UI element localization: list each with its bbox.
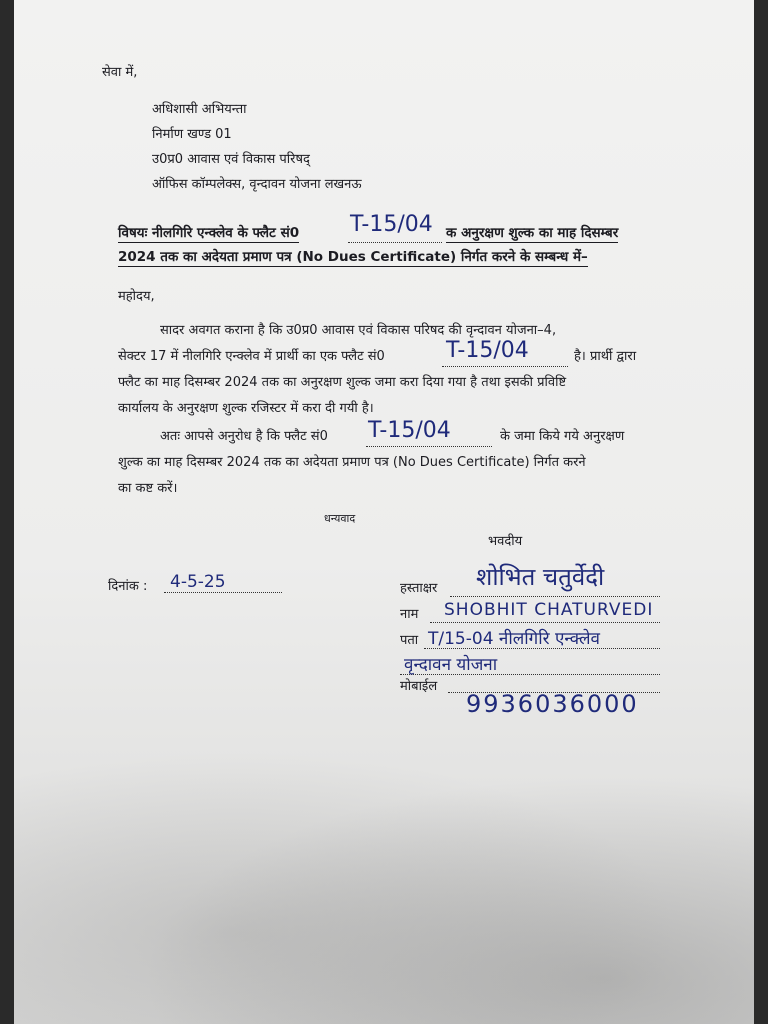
para2-line3: का कष्ट करें।	[118, 481, 178, 496]
salutation: सेवा में,	[102, 65, 138, 80]
greeting: महोदय,	[118, 289, 155, 304]
thanks: धन्यवाद	[324, 512, 356, 525]
subject-line1-prefix: विषयः नीलगिरि एन्क्लेव के फ्लैट सं0	[118, 225, 300, 241]
addressee-line4: ऑफिस कॉम्पलेक्स, वृन्दावन योजना लखनऊ	[152, 177, 362, 192]
subject-line2: 2024 तक का अदेयता प्रमाण पत्र (No Dues Certificate) निर्गत करने के सम्बन्ध में–	[118, 249, 588, 265]
date-label: दिनांक :	[108, 579, 148, 594]
para1-line4: कार्यालय के अनुरक्षण शुल्क रजिस्टर में करा दी गयी है।	[118, 401, 374, 416]
para2-line2: शुल्क का माह दिसम्बर 2024 तक का अदेयता प्रमाण पत्र (No Dues Certificate) निर्गत करने	[118, 455, 586, 470]
name-dots	[430, 622, 660, 623]
para2-line1-prefix: अतः आपसे अनुरोध है कि फ्लैट सं0	[160, 429, 328, 444]
addressee-line1: अधिशासी अभियन्ता	[152, 102, 247, 117]
para1-flat-dots	[442, 366, 568, 367]
address-label: पता	[400, 633, 419, 648]
signature-value: शोभित चतुर्वेदी	[476, 563, 605, 591]
subject-flat-no: T-15/04	[350, 212, 433, 237]
closing: भवदीय	[488, 534, 523, 549]
para1-line3: फ्लैट का माह दिसम्बर 2024 तक का अनुरक्षण शुल्क जमा करा दिया गया है तथा इसकी प्रविष्टि	[118, 375, 567, 390]
para2-line1-suffix: के जमा किये गये अनुरक्षण	[500, 429, 625, 444]
document-page	[14, 0, 754, 1024]
para2-flat-no: T-15/04	[368, 418, 451, 443]
subject-line1-suffix: क अनुरक्षण शुल्क का माह दिसम्बर	[446, 225, 619, 241]
signature-dots	[450, 596, 660, 597]
para1-line1: सादर अवगत कराना है कि उ0प्र0 आवास एवं विकास परिषद की वृन्दावन योजना–4,	[160, 323, 557, 338]
signature-label: हस्ताक्षर	[400, 581, 438, 596]
address-line1: T/15-04 नीलगिरि एन्क्लेव	[428, 629, 600, 649]
mobile-value: 9936036000	[466, 690, 639, 718]
para1-line2-suffix: है। प्रार्थी द्वारा	[574, 349, 637, 364]
para1-line2-prefix: सेक्टर 17 में नीलगिरि एन्क्लेव में प्रार्थी का एक फ्लैट सं0	[118, 349, 385, 364]
addressee-line2: निर्माण खण्ड 01	[152, 127, 232, 142]
address-line2: वृन्दावन योजना	[404, 655, 498, 675]
para1-flat-no: T-15/04	[446, 338, 529, 363]
name-label: नाम	[400, 607, 419, 622]
para2-flat-dots	[366, 446, 492, 447]
subject-flat-dots	[348, 242, 442, 243]
date-dots	[164, 592, 282, 593]
addressee-line3: उ0प्र0 आवास एवं विकास परिषद्	[152, 152, 310, 167]
name-value: SHOBHIT CHATURVEDI	[444, 600, 654, 620]
date-value: 4-5-25	[170, 572, 226, 592]
mobile-label: मोबाईल	[400, 679, 438, 694]
